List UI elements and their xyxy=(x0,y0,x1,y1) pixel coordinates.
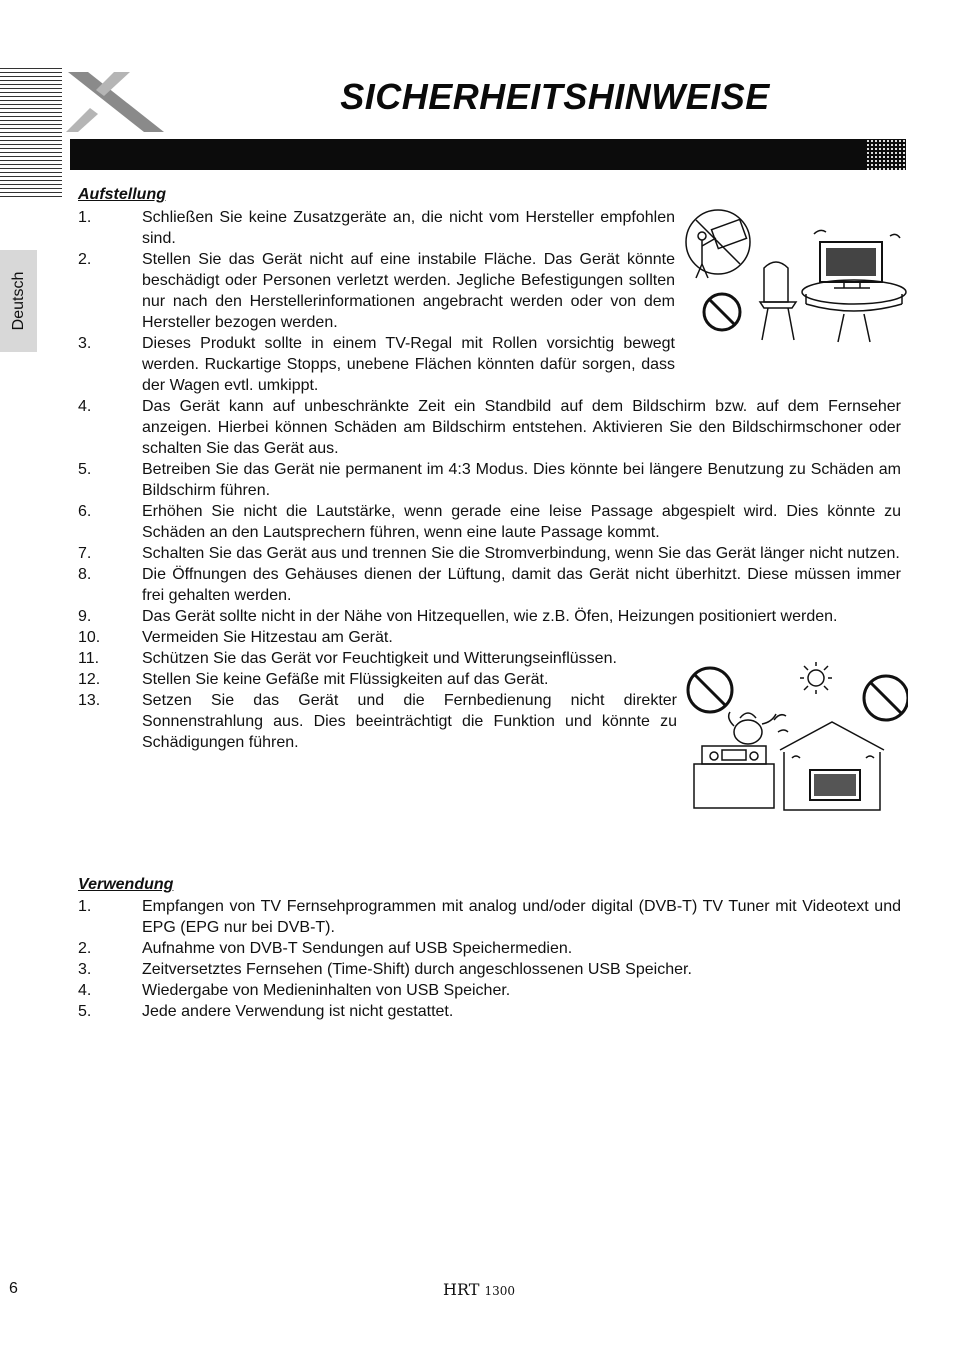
list-item xyxy=(78,606,901,627)
band-dot-pattern xyxy=(866,139,906,170)
item-text: Schließen Sie keine Zusatzgeräte an, die nicht vom Hersteller empfohlen sind. xyxy=(142,209,675,247)
item-text: Stellen Sie das Gerät nicht auf eine instabile Fläche. Das Gerät könnte beschädigt oder Personen verletzt werden. Jegliche Befestigungen sollten nur nach den Herstellerinformationen angebracht werden oder von dem Hersteller bezogen werden. xyxy=(142,251,675,331)
page-title: SICHERHEITSHINWEISE xyxy=(340,76,770,117)
item-number: 6. xyxy=(78,503,92,520)
item-text: Schützen Sie das Gerät vor Feuchtigkeit und Witterungseinflüssen. xyxy=(142,650,617,667)
item-number: 2. xyxy=(78,251,92,268)
list-item xyxy=(78,543,901,564)
item-number: 2. xyxy=(78,940,92,957)
item-number: 1. xyxy=(78,898,92,915)
list-item xyxy=(78,690,677,753)
item-number: 13. xyxy=(78,692,101,709)
item-text: Betreiben Sie das Gerät nie permanent im 4:3 Modus. Dies könnte bei längere Benutzung zu Schäden am Bildschirm führen. xyxy=(142,461,901,499)
item-text: Das Gerät sollte nicht in der Nähe von Hitzequellen, wie z.B. Öfen, Heizungen positioniert werden. xyxy=(142,608,838,625)
language-label: Deutsch xyxy=(9,271,27,331)
x-logo-icon xyxy=(64,68,168,136)
item-text: Schalten Sie das Gerät aus und trennen Sie die Stromverbindung, wenn Sie das Gerät länger nicht nutzen. xyxy=(142,545,900,562)
language-tab xyxy=(0,250,37,352)
section-heading-verwendung: Verwendung xyxy=(78,876,174,893)
item-text: Vermeiden Sie Hitzestau am Gerät. xyxy=(142,629,393,646)
item-text: Aufnahme von DVB-T Sendungen auf USB Speichermedien. xyxy=(142,940,573,957)
footer-model xyxy=(443,1280,515,1299)
item-number: 3. xyxy=(78,961,92,978)
item-number: 5. xyxy=(78,461,92,478)
list-item xyxy=(78,207,675,249)
item-number: 10. xyxy=(78,629,101,646)
list-item xyxy=(78,333,675,396)
item-text: Stellen Sie keine Gefäße mit Flüssigkeiten auf das Gerät. xyxy=(142,671,549,688)
list-item xyxy=(78,896,901,938)
item-text: Wiedergabe von Medieninhalten von USB Speicher. xyxy=(142,982,511,999)
list-item xyxy=(78,669,677,690)
item-number: 5. xyxy=(78,1003,92,1020)
list-item xyxy=(78,564,901,606)
item-text: Erhöhen Sie nicht die Lautstärke, wenn gerade eine leise Passage abgespielt wird. Dies könnte zu Schäden an den Lautsprechern führen, wenn eine laute Passage kommt. xyxy=(142,503,901,541)
item-number: 3. xyxy=(78,335,92,352)
item-text: Zeitversetztes Fernsehen (Time-Shift) durch angeschlossenen USB Speicher. xyxy=(142,961,692,978)
item-number: 11. xyxy=(78,650,100,667)
heat-moisture-sun-illustration xyxy=(684,660,908,816)
item-text: Die Öffnungen des Gehäuses dienen der Lüftung, damit das Gerät nicht überhitzt. Diese müssen immer frei gehalten werden. xyxy=(142,566,901,604)
list-item xyxy=(78,648,677,669)
item-text: Jede andere Verwendung ist nicht gestattet. xyxy=(142,1003,454,1020)
list-item xyxy=(78,938,901,959)
model-name: HRT xyxy=(443,1280,480,1299)
list-item xyxy=(78,959,901,980)
list-item xyxy=(78,396,901,459)
list-item xyxy=(78,501,901,543)
list-item xyxy=(78,980,901,1001)
item-text: Empfangen von TV Fernsehprogrammen mit analog und/oder digital (DVB-T) TV Tuner mit Videotext und EPG (EPG nur bei DVB-T). xyxy=(142,898,901,936)
verwendung-list xyxy=(78,896,901,1022)
section-heading-aufstellung: Aufstellung xyxy=(78,186,166,203)
item-number: 4. xyxy=(78,982,92,999)
item-number: 12. xyxy=(78,671,101,688)
list-item xyxy=(78,1001,901,1022)
item-text: Das Gerät kann auf unbeschränkte Zeit ein Standbild auf dem Bildschirm bzw. auf dem Fernseher anzeigen. Hierbei können Schäden am Bildschirm entstehen. Aktivieren Sie den Bildschirmschoner oder schalten Sie das Gerät aus. xyxy=(142,398,901,457)
header-band xyxy=(70,139,906,170)
item-number: 9. xyxy=(78,608,92,625)
model-number: 1300 xyxy=(484,1284,516,1298)
list-item xyxy=(78,627,677,648)
item-number: 4. xyxy=(78,398,92,415)
item-number: 8. xyxy=(78,566,92,583)
page-number: 6 xyxy=(9,1280,18,1297)
item-number: 1. xyxy=(78,209,92,226)
item-number: 7. xyxy=(78,545,92,562)
list-item xyxy=(78,249,675,333)
unstable-placement-illustration xyxy=(684,206,908,350)
item-text: Setzen Sie das Gerät und die Fernbedienung nicht direkter Sonnenstrahlung aus. Dies beeinträchtigt die Funktion und könnte zu Schädigungen führen. xyxy=(142,692,677,751)
item-text: Dieses Produkt sollte in einem TV-Regal mit Rollen vorsichtig bewegt werden. Ruckartige Stopps, unebene Flächen könnten dafür sorgen, dass der Wagen evtl. umkippt. xyxy=(142,335,675,394)
decorative-stripes xyxy=(0,68,62,198)
list-item xyxy=(78,459,901,501)
